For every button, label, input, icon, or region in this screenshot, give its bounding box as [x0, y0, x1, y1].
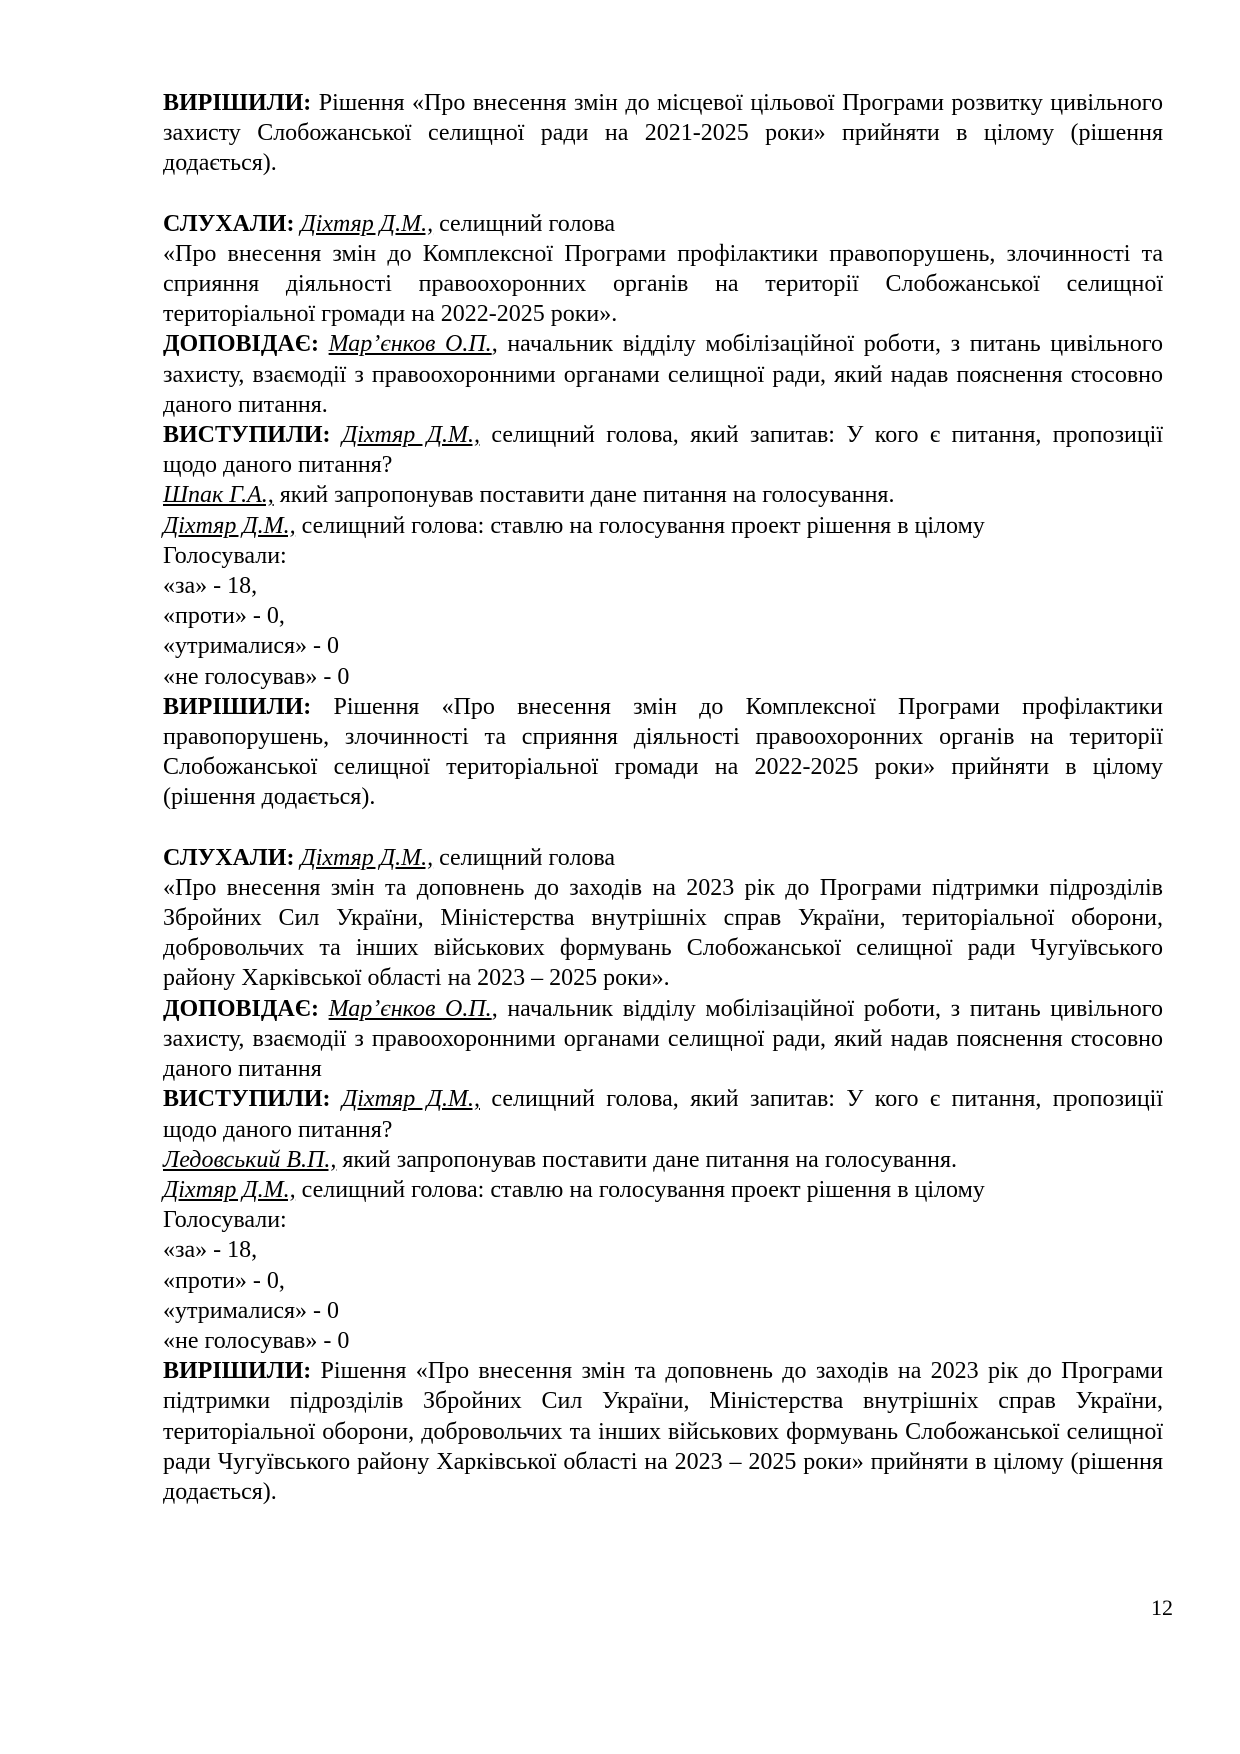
reporter-text: , начальник відділу мобілізаційної роботи, з питань цивільного захисту, взаємодії з правоохоронними органами селищної ради, який надав пояснення стосовно даного питання.: [163, 331, 1163, 418]
heard-paragraph: [163, 209, 1163, 239]
vote-abstained: «утрималися» - 0: [163, 1297, 340, 1324]
heard-role: селищний голова: [433, 844, 616, 871]
reporter-person: Мар’єнков О.П.: [328, 995, 492, 1022]
proposer-paragraph: [163, 480, 1163, 510]
reporter-paragraph: [163, 994, 1163, 1085]
voted-label: Голосували:: [163, 542, 287, 569]
vote-not-voted: «не голосував» - 0: [163, 1327, 350, 1354]
speakers-paragraph: [163, 420, 1163, 480]
vote-against: «проти» - 0,: [163, 1267, 285, 1294]
heard-person: Діхтяр Д.М.,: [300, 844, 434, 871]
vote-abstained: «утрималися» - 0: [163, 633, 340, 660]
reporter-text: , начальник відділу мобілізаційної роботи, з питань цивільного захисту, взаємодії з правоохоронними органами селищної ради, який надав пояснення стосовно даного питання: [163, 995, 1163, 1083]
chair-text: селищний голова: ставлю на голосування проект рішення в цілому: [295, 1176, 985, 1203]
heard-label: СЛУХАЛИ:: [163, 844, 295, 871]
speaker-person: Діхтяр Д.М.,: [341, 1086, 480, 1113]
resolution-paragraph: [163, 88, 1163, 179]
resolved-label: ВИРІШИЛИ:: [163, 90, 312, 116]
heard-role: селищний голова: [433, 210, 616, 237]
heard-label: СЛУХАЛИ:: [163, 210, 295, 237]
reporter-paragraph: [163, 329, 1163, 420]
chair-paragraph: [163, 1175, 1163, 1205]
resolved-label: ВИРІШИЛИ:: [163, 1358, 312, 1385]
resolution-paragraph: [163, 692, 1163, 813]
resolution-text: Рішення «Про внесення змін до місцевої цільової Програми розвитку цивільного захисту Слобожанської селищної ради на 2021-2025 роки» прийняти в цілому (рішення додається).: [163, 90, 1164, 177]
resolution-text: Рішення «Про внесення змін до Комплексної Програми профілактики правопорушень, злочинності та сприяння діяльності правоохоронних органів на території Слобожанської селищної територіальної громади на 2022-2025 роки» прийняти в цілому (рішення додається).: [163, 693, 1163, 811]
vote-for: «за» - 18,: [163, 1237, 258, 1264]
vote-against: «проти» - 0,: [163, 603, 285, 630]
agenda-topic: «Про внесення змін до Комплексної Програми профілактики правопорушень, злочинності та сприяння діяльності правоохоронних органів на території Слобожанської селищної територіальної громади на 2022-2025 роки».: [163, 240, 1163, 328]
proposer-person: Шпак Г.А.,: [163, 482, 274, 509]
proposer-text: який запропонував поставити дане питання на голосування.: [336, 1146, 958, 1173]
speaker-text: селищний голова, який запитав: У кого є питання, пропозиції щодо даного питання?: [163, 422, 1164, 479]
chair-person: Діхтяр Д.М.,: [163, 512, 296, 539]
speakers-paragraph: [163, 1084, 1163, 1144]
vote-for: «за» - 18,: [163, 573, 258, 600]
reports-label: ДОПОВІДАЄ:: [163, 995, 319, 1022]
speaker-text: селищний голова, який запитав: У кого є питання, пропозиції щодо даного питання?: [163, 1086, 1164, 1143]
heard-person: Діхтяр Д.М.,: [300, 210, 434, 237]
resolution-text: Рішення «Про внесення змін та доповнень до заходів на 2023 рік до Програми підтримки підрозділів Збройних Сил України, Міністерства внутрішніх справ України, територіальної оборони, добровольчих та інших військових формувань Слобожанської селищної ради Чугуївського району Харківської області на 2023 – 2025 роки» прийняти в цілому (рішення додається).: [163, 1358, 1163, 1505]
spoke-label: ВИСТУПИЛИ:: [163, 422, 331, 449]
chair-text: селищний голова: ставлю на голосування проект рішення в цілому: [295, 512, 985, 539]
spoke-label: ВИСТУПИЛИ:: [163, 1086, 331, 1113]
agenda-topic: «Про внесення змін та доповнень до заходів на 2023 рік до Програми підтримки підрозділів Збройних Сил України, Міністерства внутрішніх справ України, територіальної оборони, добровольчих та інших військових формувань Слобожанської селищної ради Чугуївського району Харківської області на 2023 – 2025 роки».: [163, 874, 1163, 992]
voted-label: Голосували:: [163, 1207, 287, 1234]
resolved-label: ВИРІШИЛИ:: [163, 693, 312, 720]
speaker-person: Діхтяр Д.М.,: [341, 422, 480, 449]
vote-not-voted: «не голосував» - 0: [163, 663, 350, 690]
section-gap: [163, 813, 1163, 843]
chair-paragraph: [163, 511, 1163, 541]
proposer-paragraph: [163, 1145, 1163, 1175]
reporter-person: Мар’єнков О.П.: [328, 331, 492, 358]
document-page: [163, 88, 1163, 1507]
section-gap: [163, 179, 1163, 209]
chair-person: Діхтяр Д.М.,: [163, 1176, 296, 1203]
proposer-text: який запропонував поставити дане питання на голосування.: [273, 482, 895, 509]
proposer-person: Ледовський В.П.,: [163, 1146, 337, 1173]
resolution-paragraph: [163, 1356, 1163, 1507]
heard-paragraph: [163, 843, 1163, 873]
page-number: 12: [1151, 1595, 1173, 1620]
reports-label: ДОПОВІДАЄ:: [163, 331, 319, 358]
